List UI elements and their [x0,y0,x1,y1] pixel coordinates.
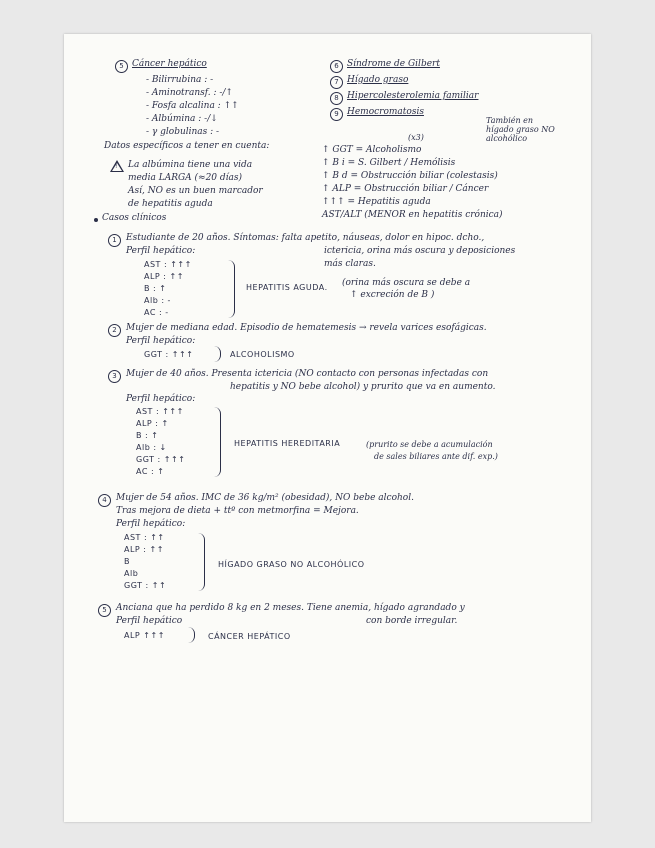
case-number-circle: 1 [108,234,121,247]
case-text: con borde irregular. [366,616,458,626]
perfil-label: Perfil hepático: [126,336,196,346]
number-circle: 8 [330,92,343,105]
datos-row: ↑↑↑ = Hepatitis aguda [322,197,431,207]
casos-heading: Casos clínicos [102,213,167,223]
diagnosis: HEPATITIS AGUDA. [246,283,328,292]
warning-line: La albúmina tiene una vida [128,160,253,170]
brace [188,627,195,643]
section-title-cancer: Cáncer hepático [132,59,207,69]
perfil-label: Perfil hepático [116,616,183,626]
section-title: Hemocromatosis [347,107,424,117]
perfil-label: Perfil hepático: [126,394,196,404]
lab-row: AST : ↑↑ [124,533,165,542]
warning-mark: ! [115,163,118,170]
case-text: ictericia, orina más oscura y deposiciones [324,246,516,256]
note-x3: (x3) [408,133,424,142]
case-text: más claras. [324,259,376,269]
warning-line: de hepatitis aguda [128,199,213,209]
lab-row: AST : ↑↑↑ [144,260,192,269]
brace [214,346,221,362]
lab-row: ALP ↑↑↑ [124,631,165,640]
brace [228,260,235,318]
list-item: - γ globulinas : - [146,127,220,137]
note-higado-graso: También en hígado graso NO alcohólico [486,116,555,143]
lab-row: B [124,557,130,566]
number-circle: 5 [115,60,128,73]
section-title: Síndrome de Gilbert [347,59,440,69]
lab-row: ALP : ↑ [136,419,169,428]
lab-row: ALP : ↑↑ [144,272,184,281]
lab-row: ALP : ↑↑ [124,545,164,554]
case-text: Mujer de mediana edad. Episodio de hematemesis → revela varices esofágicas. [126,323,487,333]
lab-row: AC : - [144,308,169,317]
case-number-circle: 3 [108,370,121,383]
number-circle: 7 [330,76,343,89]
case-number-circle: 2 [108,324,121,337]
lab-row: B : ↑ [136,431,159,440]
list-item: - Albúmina : -/↓ [146,114,218,124]
list-item: - Aminotransf. : -/↑ [146,88,233,98]
warning-line: media LARGA (≈20 días) [128,173,243,183]
case-note: (orina más oscura se debe a [342,278,471,288]
diagnosis: HEPATITIS HEREDITARIA [234,439,341,448]
lab-row: GGT : ↑↑↑ [144,350,194,359]
number-circle: 9 [330,108,343,121]
datos-row: ↑ GGT = Alcoholismo [322,145,422,155]
datos-row: ↑ B i = S. Gilbert / Hemólisis [322,158,456,168]
lab-row: AST : ↑↑↑ [136,407,184,416]
lab-row: AC : ↑ [136,467,165,476]
warning-line: Así, NO es un buen marcador [128,186,263,196]
perfil-label: Perfil hepático: [116,519,186,529]
lab-row: Alb : - [144,296,171,305]
lab-row: Alb : ↓ [136,443,167,452]
section-title: Hígado graso [347,75,409,85]
diagnosis: CÁNCER HEPÁTICO [208,632,291,641]
case-number-circle: 5 [98,604,111,617]
lab-row: GGT : ↑↑↑ [136,455,186,464]
case-note: ↑ excreción de B ) [350,290,435,300]
case-text: hepatitis y NO bebe alcohol) y prurito que va en aumento. [230,382,496,392]
brace [214,407,221,477]
datos-row: ↑ B d = Obstrucción biliar (colestasis) [322,171,498,181]
case-text: Estudiante de 20 años. Síntomas: falta apetito, náuseas, dolor en hipoc. dcho., [126,233,485,243]
notebook-page [64,34,591,822]
lab-row: Alb [124,569,139,578]
case-text: Mujer de 54 años. IMC de 36 kg/m² (obesidad), NO bebe alcohol. [116,493,414,503]
number-circle: 6 [330,60,343,73]
case-text: Mujer de 40 años. Presenta ictericia (NO contacto con personas infectadas con [126,369,489,379]
list-item: - Bilirrubina : - [146,75,214,85]
perfil-label: Perfil hepático: [126,246,196,256]
diagnosis: ALCOHOLISMO [230,350,295,359]
bullet [94,218,98,222]
brace [198,533,205,591]
case-text: Tras mejora de dieta + ttº con metmorfina = Mejora. [116,506,359,516]
case-note: de sales biliares ante dif. exp.) [374,452,498,461]
datos-row: ↑ ALP = Obstrucción biliar / Cáncer [322,184,489,194]
lab-row: B : ↑ [144,284,167,293]
case-text: Anciana que ha perdido 8 kg en 2 meses. Tiene anemia, hígado agrandado y [116,603,465,613]
datos-row: AST/ALT (MENOR en hepatitis crónica) [322,210,503,220]
case-note: (prurito se debe a acumulación [366,440,493,449]
lab-row: GGT : ↑↑ [124,581,167,590]
diagnosis: HÍGADO GRASO NO ALCOHÓLICO [218,560,365,569]
datos-heading: Datos específicos a tener en cuenta: [104,141,270,151]
list-item: - Fosfa alcalina : ↑↑ [146,101,239,111]
section-title: Hipercolesterolemia familiar [347,91,479,101]
case-number-circle: 4 [98,494,111,507]
